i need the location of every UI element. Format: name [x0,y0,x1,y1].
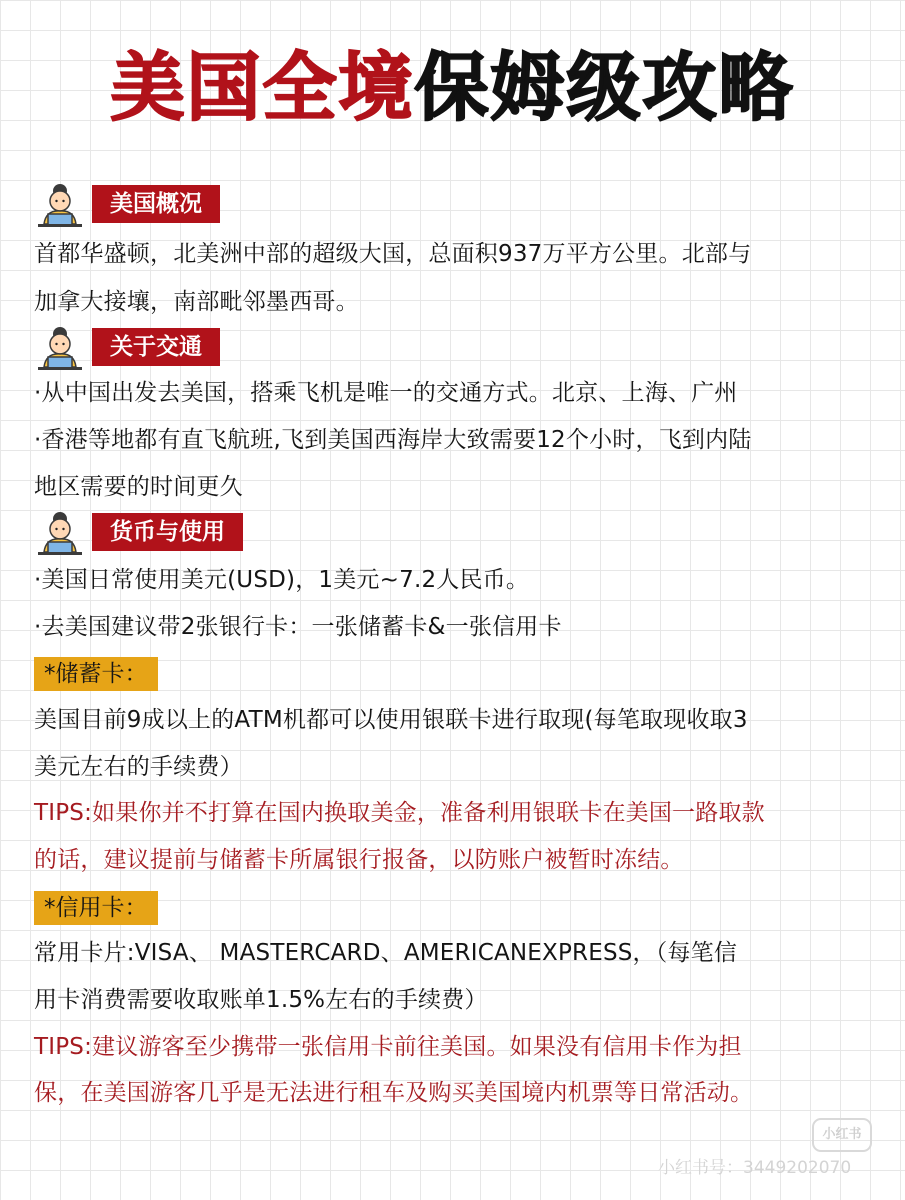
currency-line-2: ·去美国建议带2张银行卡：一张储蓄卡&一张信用卡 [34,614,562,640]
credit-card-label: *信用卡： [34,891,158,925]
title-part-red: 美国全境 [110,45,415,131]
debit-line-1: 美国目前9成以上的ATM机都可以使用银联卡进行取现(每笔取现收取3 [34,707,748,733]
page-title [0,38,905,138]
credit-tips-line-2: 保，在美国游客几乎是无法进行租车及购买美国境内机票等日常活动。 [34,1080,754,1106]
credit-tips-line-1: TIPS:建议游客至少携带一张信用卡前往美国。如果没有信用卡作为担 [34,1034,742,1060]
girl-laptop-icon [34,323,86,371]
watermark-id: 小红书号：3449202070 [658,1158,852,1178]
section-tag-overview: 美国概况 [92,185,220,223]
girl-laptop-icon [34,180,86,228]
transport-line-2: ·香港等地都有直飞航班,飞到美国西海岸大致需要12个小时，飞到内陆 [34,427,752,453]
transport-line-1: ·从中国出发去美国，搭乘飞机是唯一的交通方式。北京、上海、广州 [34,380,738,406]
overview-line-2: 加拿大接壤，南部毗邻墨西哥。 [34,289,359,315]
title-part-black: 保姆级攻略 [414,45,795,131]
watermark-logo: 小红书 [812,1118,872,1152]
overview-line-1: 首都华盛顿，北美洲中部的超级大国，总面积937万平方公里。北部与 [34,241,752,267]
credit-line-1: 常用卡片:VISA、 MASTERCARD、AMERICANEXPRESS，（每笔信 [34,940,738,966]
transport-line-3: 地区需要的时间更久 [34,474,243,500]
section-tag-currency: 货币与使用 [92,513,243,551]
credit-line-2: 用卡消费需要收取账单1.5%左右的手续费） [34,987,488,1013]
debit-card-label: *储蓄卡： [34,657,158,691]
currency-line-1: ·美国日常使用美元(USD)，1美元~7.2人民币。 [34,567,530,593]
girl-laptop-icon [34,508,86,556]
debit-tips-line-1: TIPS:如果你并不打算在国内换取美金，准备利用银联卡在美国一路取款 [34,800,765,826]
debit-line-2: 美元左右的手续费） [34,754,243,780]
debit-tips-line-2: 的话，建议提前与储蓄卡所属银行报备，以防账户被暂时冻结。 [34,847,684,873]
section-tag-transport: 关于交通 [92,328,220,366]
